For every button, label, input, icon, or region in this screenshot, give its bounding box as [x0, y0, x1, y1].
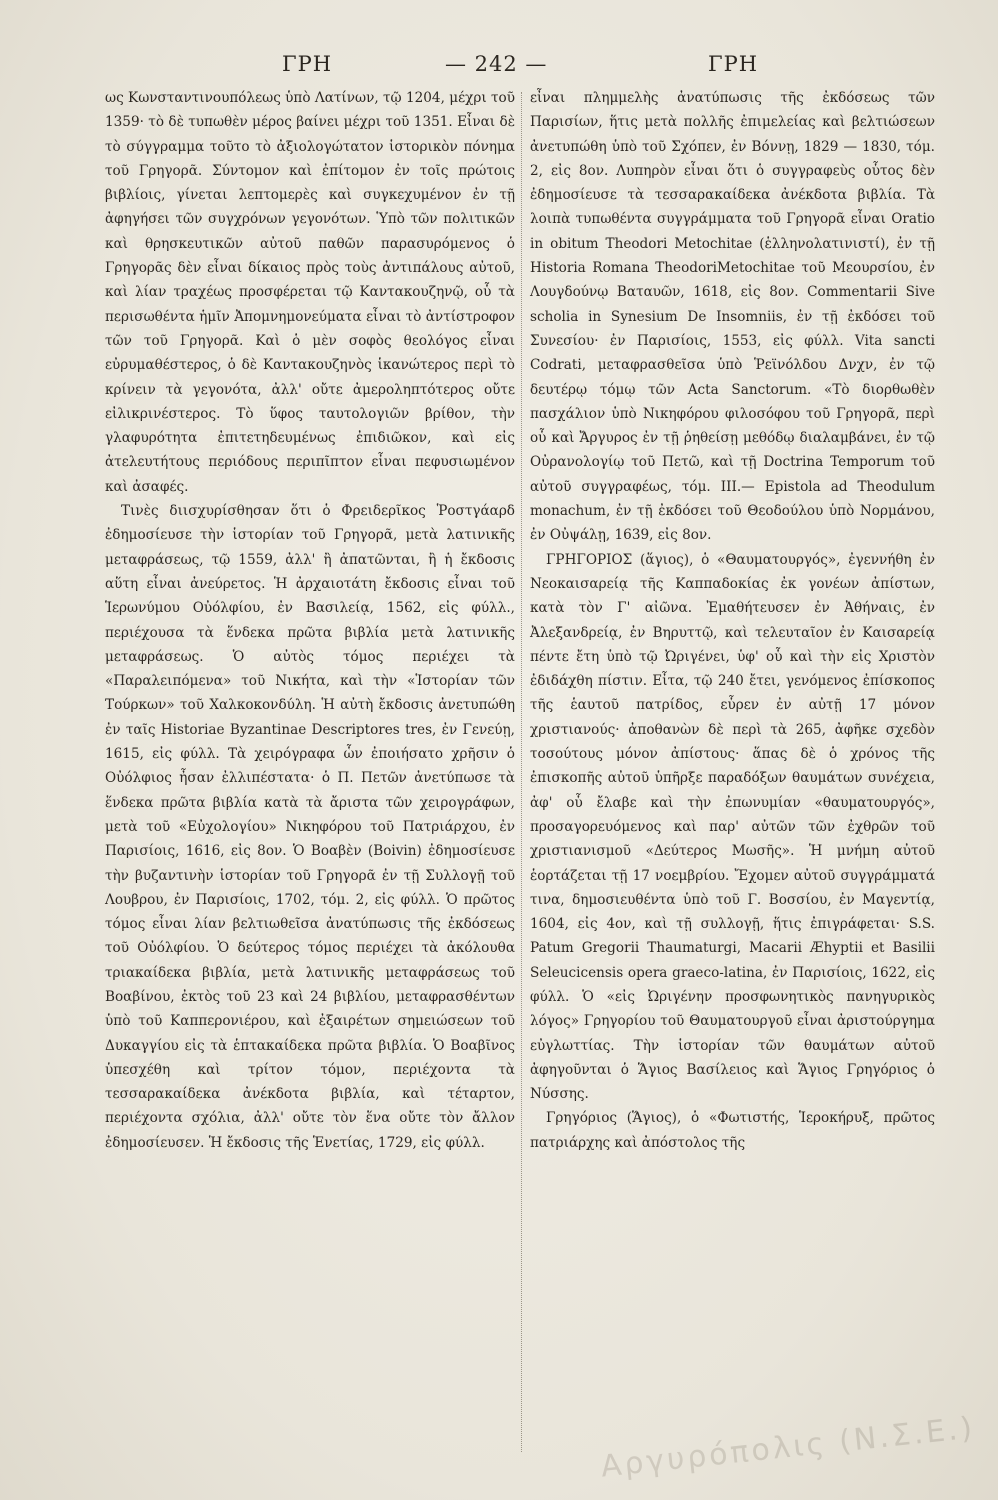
- left-paragraph-1: ως Κωνσταντινουπόλεως ὑπὸ Λατίνων, τῷ 1204, μέχρι τοῦ 1359· τὸ δὲ τυπωθὲν μέρος βαίνει μέχρι τοῦ 1351. Εἶναι δὲ τὸ σύγγραμμα τοῦτο τὸ ἀξιολογώτατον ἱστορικὸν πόνημα τοῦ Γρηγορᾶ. Σύντομον καὶ ἐπίτομον ἐν τοῖς πρώτοις βιβλίοις, γίνεται λεπτομερὲς καὶ συγκεχυμένον ἐν τῇ ἀφηγήσει τῶν συγχρόνων γεγονότων. Ὑπὸ τῶν πολιτικῶν καὶ θρησκευτικῶν αὐτοῦ παθῶν παρασυρόμενος ὁ Γρηγορᾶς δὲν εἶναι δίκαιος πρὸς τοὺς ἀντιπάλους αὐτοῦ, καὶ λίαν τραχέως προσφέρεται τῷ Καντακουζηνῷ, οὗ τὰ περισωθέντα ἡμῖν Ἀπομνημονεύματα εἶναι τὸ ἀντίστροφον τῶν τοῦ Γρηγορᾶ. Καὶ ὁ μὲν σοφὸς θεολόγος εἶναι εὐρυμαθέστερος, ὁ δὲ Καντακουζηνὸς ἱκανώτερος περὶ τὸ κρίνειν τὰ γεγονότα, ἀλλ' οὔτε ἀμεροληπτότερος οὔτε εἰλικρινέστερος. Τὸ ὕφος ταυτολογιῶν βρίθον, τὴν γλαφυρότητα ἐπιτετηδευμένως ἐπιδιῶκον, καὶ εἰς ἀτελευτήτους περιόδους περιπῖπτον εἶναι πεφυσιωμένον καὶ ἀσαφές.: [105, 90, 515, 495]
- header-right-keyword: ΓΡΗ: [708, 52, 759, 76]
- page-number: — 242 —: [445, 52, 548, 76]
- column-divider: [521, 92, 522, 1452]
- left-paragraph-2: Τινὲς διισχυρίσθησαν ὅτι ὁ Φρειδερῖκος Ῥοστγάαρδ ἐδημοσίευσε τὴν ἱστορίαν τοῦ Γρηγορᾶ, μετὰ λατινικῆς μεταφράσεως, τῷ 1559, ἀλλ' ἢ ἀπατῶνται, ἢ ἡ ἔκδοσις αὕτη εἶναι ἀνεύρετος. Ἡ ἀρχαιοτάτη ἔκδοσις εἶναι τοῦ Ἱερωνύμου Οὐόλφίου, ἐν Βασιλείᾳ, 1562, εἰς φύλλ., περιέχουσα τὰ ἕνδεκα πρῶτα βιβλία μετὰ λατινικῆς μεταφράσεως. Ὁ αὐτὸς τόμος περιέχει τὰ «Παραλειπόμενα» τοῦ Νικήτα, καὶ τὴν «Ἱστορίαν τῶν Τούρκων» τοῦ Χαλκοκονδύλη. Ἡ αὐτὴ ἔκδοσις ἀνετυπώθη ἐν ταῖς Historiae Byzantinae Descriptores tres, ἐν Γενεύῃ, 1615, εἰς φύλλ. Τὰ χειρόγραφα ὧν ἐποιήσατο χρῆσιν ὁ Οὐόλφιος ἦσαν ἐλλιπέστατα· ὁ Π. Πετῶν ἀνετύπωσε τὰ ἕνδεκα πρῶτα βιβλία κατὰ τὰ ἄριστα τῶν χειρογράφων, μετὰ τοῦ «Εὐχολογίου» Νικηφόρου τοῦ Πατριάρχου, ἐν Παρισίοις, 1616, εἰς 8ον. Ὁ Βοαβὲν (Boivin) ἐδημοσίευσε τὴν βυζαντινὴν ἱστορίαν τοῦ Γρηγορᾶ ἐν τῇ Συλλογῇ τοῦ Λουβρου, ἐν Παρισίοις, 1702, τόμ. 2, εἰς φύλλ. Ὁ πρῶτος τόμος εἶναι λίαν βελτιωθεῖσα ἀνατύπωσις τῆς ἐκδόσεως τοῦ Οὐόλφίου. Ὁ δεύτερος τόμος περιέχει τὰ ἀκόλουθα τριακαίδεκα βιβλία, μετὰ λατινικῆς μεταφράσεως τοῦ Βοαβίνου, ἐκτὸς τοῦ 23 καὶ 24 βιβλίου, μεταφρασθέντων ὑπὸ τοῦ Καππερονιέρου, καὶ ἐξαιρέτων σημειώσεων τοῦ Δυκαγγίου εἰς τὰ ἑπτακαίδεκα πρῶτα βιβλία. Ὁ Βοαβῖνος ὑπεσχέθη καὶ τρίτον τόμον, περιέχοντα τὰ τεσσαρακαίδεκα ἀνέκδοτα βιβλία, καὶ τέταρτον, περιέχοντα σχόλια, ἀλλ' οὔτε τὸν ἕνα οὔτε τὸν ἄλλον ἐδημοσίευσεν. Ἡ ἔκδοσις τῆς Ἑνετίας, 1729, εἰς φύλλ.: [105, 503, 515, 1151]
- left-column: [105, 86, 515, 1155]
- right-paragraph-3: Γρηγόριος (Ἅγιος), ὁ «Φωτιστής, Ἱεροκήρυξ, πρῶτος πατριάρχης καὶ ἀπόστολος τῆς: [530, 1110, 935, 1151]
- right-paragraph-2: ΓΡΗΓΟΡΙΟΣ (ἅγιος), ὁ «Θαυματουργός», ἐγεννήθη ἐν Νεοκαισαρείᾳ τῆς Καππαδοκίας ἐκ γονέων ἀπίστων, κατὰ τὸν Γ' αἰῶνα. Ἐμαθήτευσεν ἐν Ἀθήναις, ἐν Ἀλεξανδρείᾳ, ἐν Βηρυττῷ, καὶ τελευταῖον ἐν Καισαρείᾳ πέντε ἔτη ὑπὸ τῷ Ὠριγένει, ὑφ' οὗ καὶ τὴν εἰς Χριστὸν ἐδιδάχθη πίστιν. Εἶτα, τῷ 240 ἔτει, γενόμενος ἐπίσκοπος τῆς ἑαυτοῦ πατρίδος, εὗρεν ἐν αὐτῇ 17 μόνον χριστιανούς· ἀποθανὼν δὲ περὶ τὰ 265, ἀφῆκε σχεδὸν τοσούτους μόνον ἀπίστους· ἅπας δὲ ὁ χρόνος τῆς ἐπισκοπῆς αὐτοῦ ὑπῆρξε παραδόξων θαυμάτων συνέχεια, ἀφ' οὗ ἔλαβε καὶ τὴν ἐπωνυμίαν «θαυματουργός», προσαγορευόμενος καὶ παρ' αὐτῶν τῶν ἐχθρῶν τοῦ χριστιανισμοῦ «Δεύτερος Μωσῆς». Ἡ μνήμη αὐτοῦ ἑορτάζεται τῇ 17 νοεμβρίου. Ἔχομεν αὐτοῦ συγγράμματά τινα, δημοσιευθέντα ὑπὸ τοῦ Γ. Βοσσίου, ἐν Μαγεντίᾳ, 1604, εἰς 4ον, καὶ τῇ συλλογῇ, ἥτις ἐπιγράφεται· S.S. Patum Gregorii Thaumaturgi, Macarii Æhyptii et Basilii Seleucicensis opera graeco-latina, ἐν Παρισίοις, 1622, εἰς φύλλ. Ὁ «εἰς Ὠριγένην προσφωνητικὸς πανηγυρικὸς λόγος» Γρηγορίου τοῦ Θαυματουργοῦ εἶναι ἀριστούργημα εὐγλωττίας. Τὴν ἱστορίαν τῶν θαυμάτων αὐτοῦ ἀφηγοῦνται ὁ Ἅγιος Βασίλειος καὶ Ἅγιος Γρηγόριος ὁ Νύσσης.: [530, 551, 935, 1103]
- library-watermark: Αργυρόπολις (Ν.Σ.Ε.): [599, 1410, 977, 1485]
- page-header: [100, 52, 830, 82]
- header-left-keyword: ΓΡΗ: [282, 52, 333, 76]
- right-column: [530, 86, 935, 1155]
- right-paragraph-1: εἶναι πλημμελὴς ἀνατύπωσις τῆς ἐκδόσεως τῶν Παρισίων, ἥτις μετὰ πολλῆς ἐπιμελείας καὶ βελτιώσεων ἀνετυπώθη ὑπὸ τοῦ Σχόπεν, ἐν Βόννῃ, 1829 — 1830, τόμ. 2, εἰς 8ον. Λυπηρὸν εἶναι ὅτι ὁ συγγραφεὺς οὗτος δὲν ἐδημοσίευσε τὰ τεσσαρακαίδεκα ἀνέκδοτα βιβλία. Τὰ λοιπὰ τυπωθέντα συγγράμματα τοῦ Γρηγορᾶ εἶναι Oratio in obitum Theodori Metochitae (ἑλληνολατινιστί), ἐν τῇ Historia Romana TheodoriMetochitae τοῦ Μεουρσίου, ἐν Λουγδούνῳ Βαταυῶν, 1618, εἰς 8ον. Commentarii Sive scholia in Synesium De Insomniis, ἐν τῇ ἐκδόσει τοῦ Συνεσίου· ἐν Παρισίοις, 1553, εἰς φύλλ. Vita sancti Codrati, μεταφρασθεῖσα ὑπὸ Ῥεϊνόλδου Δνχν, ἐν τῷ δευτέρῳ τόμῳ τῶν Acta Sanctorum. «Τὸ διορθωθὲν πασχάλιον ὑπὸ Νικηφόρου φιλοσόφου τοῦ Γρηγορᾶ, περὶ οὗ καὶ Ἄργυρος ἐν τῇ ῥηθείσῃ μεθόδῳ διαλαμβάνει, ἐν τῷ Οὐρανολογίῳ τοῦ Πετῶ, καὶ τῇ Doctrina Temporum τοῦ αὐτοῦ συγγραφέως, τόμ. III.— Epistola ad Theodulum monachum, ἐν τῇ ἐκδόσει τοῦ Θεοδούλου ὑπὸ Νορμάνου, ἐν Οὐψάλῃ, 1639, εἰς 8ον.: [530, 90, 935, 544]
